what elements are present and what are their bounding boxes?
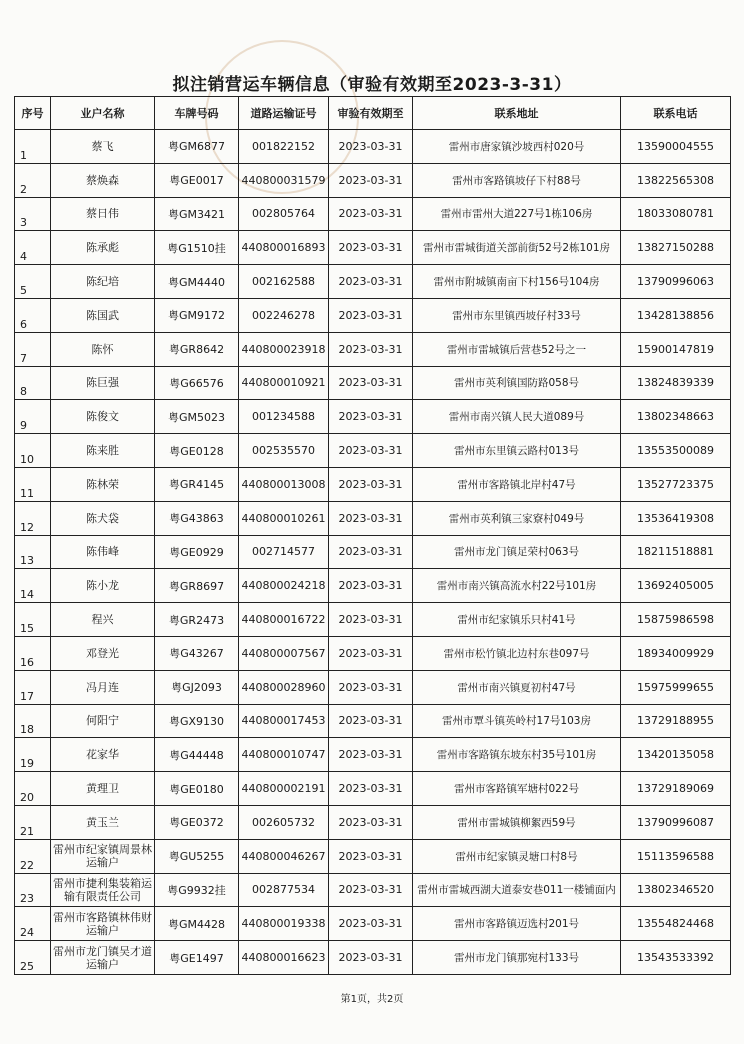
cell-expiry: 2023-03-31 — [329, 265, 413, 299]
cell-plate: 粤GE0017 — [155, 163, 239, 197]
cell-plate: 粤GJ2093 — [155, 670, 239, 704]
cell-phone: 13822565308 — [621, 163, 731, 197]
cell-address: 雷州市龙门镇足荣村063号 — [413, 535, 621, 569]
cell-seq: 8 — [15, 366, 51, 400]
header-name: 业户名称 — [51, 97, 155, 130]
table-row — [15, 130, 731, 164]
cell-address: 雷州市客路镇北岸村47号 — [413, 467, 621, 501]
header-expiry: 审验有效期至 — [329, 97, 413, 130]
vehicle-table — [14, 96, 731, 975]
header-seq: 序号 — [15, 97, 51, 130]
cell-expiry: 2023-03-31 — [329, 231, 413, 265]
header-permit: 道路运输证号 — [239, 97, 329, 130]
cell-seq: 20 — [15, 772, 51, 806]
cell-expiry: 2023-03-31 — [329, 467, 413, 501]
cell-phone: 13729189069 — [621, 772, 731, 806]
cell-permit: 002805764 — [239, 197, 329, 231]
cell-address: 雷州市龙门镇那宛村133号 — [413, 941, 621, 975]
cell-name: 蔡焕森 — [51, 163, 155, 197]
cell-seq: 23 — [15, 873, 51, 907]
cell-address: 雷州市雷城镇柳絮西59号 — [413, 805, 621, 839]
cell-plate: 粤G43863 — [155, 501, 239, 535]
table-row — [15, 434, 731, 468]
cell-seq: 2 — [15, 163, 51, 197]
cell-seq: 17 — [15, 670, 51, 704]
cell-plate: 粤GE0128 — [155, 434, 239, 468]
table-row — [15, 704, 731, 738]
cell-name: 程兴 — [51, 603, 155, 637]
cell-name: 雷州市客路镇林伟财运输户 — [51, 907, 155, 941]
cell-address: 雷州市南兴镇人民大道089号 — [413, 400, 621, 434]
cell-name: 邓登光 — [51, 636, 155, 670]
cell-expiry: 2023-03-31 — [329, 535, 413, 569]
cell-plate: 粤GM4428 — [155, 907, 239, 941]
cell-expiry: 2023-03-31 — [329, 738, 413, 772]
table-row — [15, 197, 731, 231]
cell-phone: 13790996087 — [621, 805, 731, 839]
cell-plate: 粤GR8642 — [155, 332, 239, 366]
cell-plate: 粤GR8697 — [155, 569, 239, 603]
cell-address: 雷州市纪家镇乐只村41号 — [413, 603, 621, 637]
cell-seq: 4 — [15, 231, 51, 265]
cell-address: 雷州市东里镇西坡仔村33号 — [413, 298, 621, 332]
cell-name: 何阳宁 — [51, 704, 155, 738]
cell-plate: 粤GE0929 — [155, 535, 239, 569]
table-row — [15, 670, 731, 704]
cell-permit: 440800046267 — [239, 839, 329, 873]
cell-permit: 002535570 — [239, 434, 329, 468]
cell-phone: 13729188955 — [621, 704, 731, 738]
cell-name: 花家华 — [51, 738, 155, 772]
header-phone: 联系电话 — [621, 97, 731, 130]
cell-permit: 440800010921 — [239, 366, 329, 400]
cell-phone: 18211518881 — [621, 535, 731, 569]
cell-expiry: 2023-03-31 — [329, 163, 413, 197]
cell-seq: 18 — [15, 704, 51, 738]
cell-address: 雷州市雷城街道关部前街52号2栋101房 — [413, 231, 621, 265]
cell-phone: 13543533392 — [621, 941, 731, 975]
cell-expiry: 2023-03-31 — [329, 400, 413, 434]
cell-plate: 粤GE0180 — [155, 772, 239, 806]
cell-name: 雷州市纪家镇周景林运输户 — [51, 839, 155, 873]
cell-seq: 25 — [15, 941, 51, 975]
cell-seq: 3 — [15, 197, 51, 231]
cell-seq: 19 — [15, 738, 51, 772]
cell-permit: 440800016623 — [239, 941, 329, 975]
cell-permit: 440800031579 — [239, 163, 329, 197]
cell-plate: 粤G66576 — [155, 366, 239, 400]
cell-expiry: 2023-03-31 — [329, 434, 413, 468]
cell-address: 雷州市南兴镇高流水村22号101房 — [413, 569, 621, 603]
cell-expiry: 2023-03-31 — [329, 197, 413, 231]
cell-phone: 13554824468 — [621, 907, 731, 941]
cell-permit: 440800024218 — [239, 569, 329, 603]
cell-phone: 15113596588 — [621, 839, 731, 873]
cell-permit: 440800010747 — [239, 738, 329, 772]
table-row — [15, 805, 731, 839]
cell-address: 雷州市英利镇国防路058号 — [413, 366, 621, 400]
cell-permit: 002714577 — [239, 535, 329, 569]
cell-address: 雷州市覃斗镇英岭村17号103房 — [413, 704, 621, 738]
table-row — [15, 535, 731, 569]
cell-phone: 15975999655 — [621, 670, 731, 704]
table-row — [15, 738, 731, 772]
cell-plate: 粤GM9172 — [155, 298, 239, 332]
cell-expiry: 2023-03-31 — [329, 569, 413, 603]
header-plate: 车牌号码 — [155, 97, 239, 130]
cell-name: 黄玉兰 — [51, 805, 155, 839]
cell-name: 冯月连 — [51, 670, 155, 704]
cell-name: 陈承彪 — [51, 231, 155, 265]
cell-phone: 15900147819 — [621, 332, 731, 366]
cell-permit: 002877534 — [239, 873, 329, 907]
cell-plate: 粤G9932挂 — [155, 873, 239, 907]
cell-plate: 粤GU5255 — [155, 839, 239, 873]
cell-permit: 440800019338 — [239, 907, 329, 941]
cell-expiry: 2023-03-31 — [329, 636, 413, 670]
cell-address: 雷州市雷州大道227号1栋106房 — [413, 197, 621, 231]
cell-address: 雷州市东里镇云路村013号 — [413, 434, 621, 468]
cell-seq: 6 — [15, 298, 51, 332]
cell-seq: 24 — [15, 907, 51, 941]
cell-expiry: 2023-03-31 — [329, 603, 413, 637]
cell-seq: 13 — [15, 535, 51, 569]
cell-phone: 18033080781 — [621, 197, 731, 231]
table-row — [15, 839, 731, 873]
cell-expiry: 2023-03-31 — [329, 873, 413, 907]
cell-phone: 13692405005 — [621, 569, 731, 603]
cell-plate: 粤GM6877 — [155, 130, 239, 164]
cell-name: 陈犬袋 — [51, 501, 155, 535]
cell-name: 陈来胜 — [51, 434, 155, 468]
cell-permit: 440800028960 — [239, 670, 329, 704]
cell-phone: 13536419308 — [621, 501, 731, 535]
cell-seq: 10 — [15, 434, 51, 468]
cell-name: 陈伟峰 — [51, 535, 155, 569]
table-row — [15, 400, 731, 434]
table-row — [15, 163, 731, 197]
cell-address: 雷州市客路镇坡仔下村88号 — [413, 163, 621, 197]
cell-name: 蔡日伟 — [51, 197, 155, 231]
table-header-row — [15, 97, 731, 130]
cell-plate: 粤G1510挂 — [155, 231, 239, 265]
cell-plate: 粤GM3421 — [155, 197, 239, 231]
cell-name: 蔡飞 — [51, 130, 155, 164]
table-row — [15, 501, 731, 535]
cell-permit: 440800016893 — [239, 231, 329, 265]
cell-expiry: 2023-03-31 — [329, 366, 413, 400]
table-body — [15, 130, 731, 975]
cell-expiry: 2023-03-31 — [329, 130, 413, 164]
cell-phone: 13590004555 — [621, 130, 731, 164]
cell-seq: 21 — [15, 805, 51, 839]
cell-address: 雷州市英利镇三家寮村049号 — [413, 501, 621, 535]
cell-address: 雷州市雷城西湖大道泰安巷011一楼铺面内 — [413, 873, 621, 907]
cell-phone: 13827150288 — [621, 231, 731, 265]
cell-address: 雷州市客路镇军塘村022号 — [413, 772, 621, 806]
cell-phone: 18934009929 — [621, 636, 731, 670]
cell-address: 雷州市松竹镇北边村东巷097号 — [413, 636, 621, 670]
cell-phone: 13802346520 — [621, 873, 731, 907]
cell-permit: 002605732 — [239, 805, 329, 839]
cell-seq: 16 — [15, 636, 51, 670]
cell-address: 雷州市唐家镇沙坡西村020号 — [413, 130, 621, 164]
cell-seq: 14 — [15, 569, 51, 603]
cell-seq: 7 — [15, 332, 51, 366]
cell-seq: 1 — [15, 130, 51, 164]
cell-expiry: 2023-03-31 — [329, 670, 413, 704]
page-title: 拟注销营运车辆信息（审验有效期至2023-3-31） — [172, 75, 572, 95]
cell-plate: 粤G44448 — [155, 738, 239, 772]
table-row — [15, 941, 731, 975]
table-row — [15, 907, 731, 941]
cell-name: 雷州市龙门镇吴才道运输户 — [51, 941, 155, 975]
cell-name: 陈俊文 — [51, 400, 155, 434]
cell-phone: 13553500089 — [621, 434, 731, 468]
cell-expiry: 2023-03-31 — [329, 839, 413, 873]
cell-expiry: 2023-03-31 — [329, 298, 413, 332]
header-address: 联系地址 — [413, 97, 621, 130]
cell-plate: 粤GR4145 — [155, 467, 239, 501]
cell-seq: 11 — [15, 467, 51, 501]
cell-expiry: 2023-03-31 — [329, 332, 413, 366]
cell-permit: 002162588 — [239, 265, 329, 299]
cell-phone: 13790996063 — [621, 265, 731, 299]
cell-expiry: 2023-03-31 — [329, 907, 413, 941]
cell-phone: 13420135058 — [621, 738, 731, 772]
cell-address: 雷州市纪家镇灵塘口村8号 — [413, 839, 621, 873]
table-row — [15, 873, 731, 907]
cell-permit: 440800007567 — [239, 636, 329, 670]
cell-seq: 15 — [15, 603, 51, 637]
cell-expiry: 2023-03-31 — [329, 805, 413, 839]
table-row — [15, 569, 731, 603]
cell-permit: 440800013008 — [239, 467, 329, 501]
cell-expiry: 2023-03-31 — [329, 501, 413, 535]
table-row — [15, 231, 731, 265]
cell-expiry: 2023-03-31 — [329, 941, 413, 975]
cell-phone: 13428138856 — [621, 298, 731, 332]
cell-name: 陈纪培 — [51, 265, 155, 299]
cell-plate: 粤G43267 — [155, 636, 239, 670]
cell-name: 陈林荣 — [51, 467, 155, 501]
cell-seq: 12 — [15, 501, 51, 535]
cell-permit: 440800023918 — [239, 332, 329, 366]
cell-permit: 002246278 — [239, 298, 329, 332]
cell-expiry: 2023-03-31 — [329, 704, 413, 738]
cell-seq: 5 — [15, 265, 51, 299]
cell-permit: 440800002191 — [239, 772, 329, 806]
table-row — [15, 265, 731, 299]
cell-name: 陈怀 — [51, 332, 155, 366]
cell-name: 陈小龙 — [51, 569, 155, 603]
cell-name: 雷州市捷利集装箱运输有限责任公司 — [51, 873, 155, 907]
cell-plate: 粤GX9130 — [155, 704, 239, 738]
cell-name: 陈巨强 — [51, 366, 155, 400]
table-row — [15, 603, 731, 637]
table-row — [15, 636, 731, 670]
cell-address: 雷州市雷城镇后营巷52号之一 — [413, 332, 621, 366]
cell-plate: 粤GE1497 — [155, 941, 239, 975]
cell-permit: 001822152 — [239, 130, 329, 164]
cell-phone: 13802348663 — [621, 400, 731, 434]
cell-permit: 001234588 — [239, 400, 329, 434]
table-row — [15, 467, 731, 501]
table-row — [15, 772, 731, 806]
cell-expiry: 2023-03-31 — [329, 772, 413, 806]
cell-plate: 粤GR2473 — [155, 603, 239, 637]
table-row — [15, 332, 731, 366]
cell-plate: 粤GM5023 — [155, 400, 239, 434]
table-row — [15, 298, 731, 332]
cell-seq: 9 — [15, 400, 51, 434]
cell-plate: 粤GE0372 — [155, 805, 239, 839]
page-footer: 第1页，共2页 — [340, 994, 404, 1005]
cell-phone: 13527723375 — [621, 467, 731, 501]
cell-address: 雷州市附城镇南亩下村156号104房 — [413, 265, 621, 299]
cell-address: 雷州市客路镇东坡东村35号101房 — [413, 738, 621, 772]
cell-seq: 22 — [15, 839, 51, 873]
cell-permit: 440800010261 — [239, 501, 329, 535]
cell-address: 雷州市南兴镇夏初村47号 — [413, 670, 621, 704]
table-row — [15, 366, 731, 400]
cell-name: 黄理卫 — [51, 772, 155, 806]
cell-phone: 15875986598 — [621, 603, 731, 637]
cell-permit: 440800016722 — [239, 603, 329, 637]
cell-name: 陈国武 — [51, 298, 155, 332]
cell-phone: 13824839339 — [621, 366, 731, 400]
cell-plate: 粤GM4440 — [155, 265, 239, 299]
cell-address: 雷州市客路镇迈选村201号 — [413, 907, 621, 941]
cell-permit: 440800017453 — [239, 704, 329, 738]
